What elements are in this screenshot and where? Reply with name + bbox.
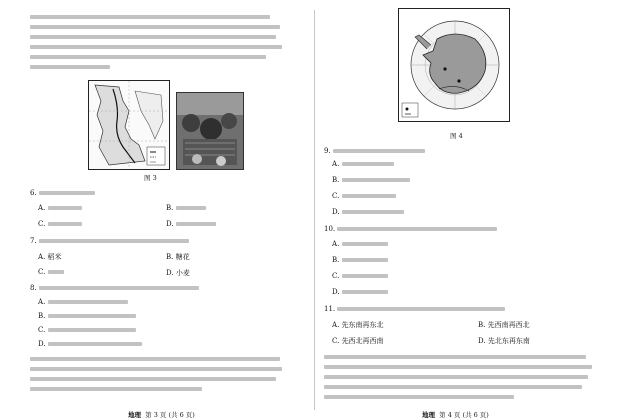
passage-9-11 xyxy=(30,354,300,394)
q8-option-d[interactable]: D. xyxy=(38,340,145,348)
q9-option-c[interactable]: C. xyxy=(332,192,399,200)
q7-option-b[interactable]: B. 糖花 xyxy=(166,253,190,261)
page-divider xyxy=(314,10,315,410)
q8-option-b[interactable]: B. xyxy=(38,312,139,320)
q9-option-d[interactable]: D. xyxy=(332,208,407,216)
footer-subject: 地理 xyxy=(422,411,435,419)
question-number: 7 xyxy=(30,237,35,245)
q10-option-b[interactable]: B. xyxy=(332,256,391,264)
question-8: 8. xyxy=(30,283,202,293)
passage-12-14 xyxy=(324,352,614,402)
river-map-svg xyxy=(89,81,169,169)
question-11: 11. xyxy=(324,304,508,314)
q6-option-d[interactable]: D. xyxy=(166,220,219,228)
footer-page: 第 4 页 (共 6 页) xyxy=(439,411,489,419)
q10-option-d[interactable]: D. xyxy=(332,288,391,296)
q7-option-d[interactable]: D. 小麦 xyxy=(166,269,190,277)
intro-passage xyxy=(30,12,300,72)
figure-3-photo xyxy=(176,92,244,170)
figure-3-caption: 图 3 xyxy=(144,174,157,182)
q6-option-c[interactable]: C. xyxy=(38,220,85,228)
q10-option-a[interactable]: A. xyxy=(332,240,391,248)
question-9: 9. xyxy=(324,146,428,156)
question-number: 8 xyxy=(30,284,35,292)
q8-option-c[interactable]: C. xyxy=(38,326,139,334)
figure-4-map xyxy=(398,8,510,122)
question-number: 6 xyxy=(30,189,35,197)
q7-option-c[interactable]: C. xyxy=(38,268,67,276)
question-number: 11 xyxy=(324,305,333,313)
harvest-photo xyxy=(177,93,243,169)
q11-option-c[interactable]: C. 先西北再西南 xyxy=(332,337,384,345)
question-10: 10. xyxy=(324,224,500,234)
right-page xyxy=(318,0,630,420)
question-number: 10 xyxy=(324,225,333,233)
left-page xyxy=(0,0,312,420)
q10-option-c[interactable]: C. xyxy=(332,272,391,280)
question-6: 6. xyxy=(30,188,98,198)
q6-option-a[interactable]: A. xyxy=(38,204,85,212)
right-footer xyxy=(422,410,489,419)
footer-subject: 地理 xyxy=(128,411,141,419)
q7-option-a[interactable]: A. 稻米 xyxy=(38,253,62,261)
figure-4-caption: 图 4 xyxy=(450,132,463,140)
q11-option-d[interactable]: D. 先北东再东南 xyxy=(478,337,530,345)
q9-option-b[interactable]: B. xyxy=(332,176,413,184)
footer-page: 第 3 页 (共 6 页) xyxy=(145,411,195,419)
q11-option-a[interactable]: A. 先东南再东北 xyxy=(332,321,384,329)
polar-map-svg xyxy=(399,9,509,121)
figure-3-map xyxy=(88,80,170,170)
q9-option-a[interactable]: A. xyxy=(332,160,397,168)
question-number: 9 xyxy=(324,147,329,155)
left-footer xyxy=(128,410,195,419)
q6-option-b[interactable]: B. xyxy=(166,204,209,212)
q8-option-a[interactable]: A. xyxy=(38,298,131,306)
question-7: 7. xyxy=(30,236,192,246)
q11-option-b[interactable]: B. 先西南再西北 xyxy=(478,321,530,329)
